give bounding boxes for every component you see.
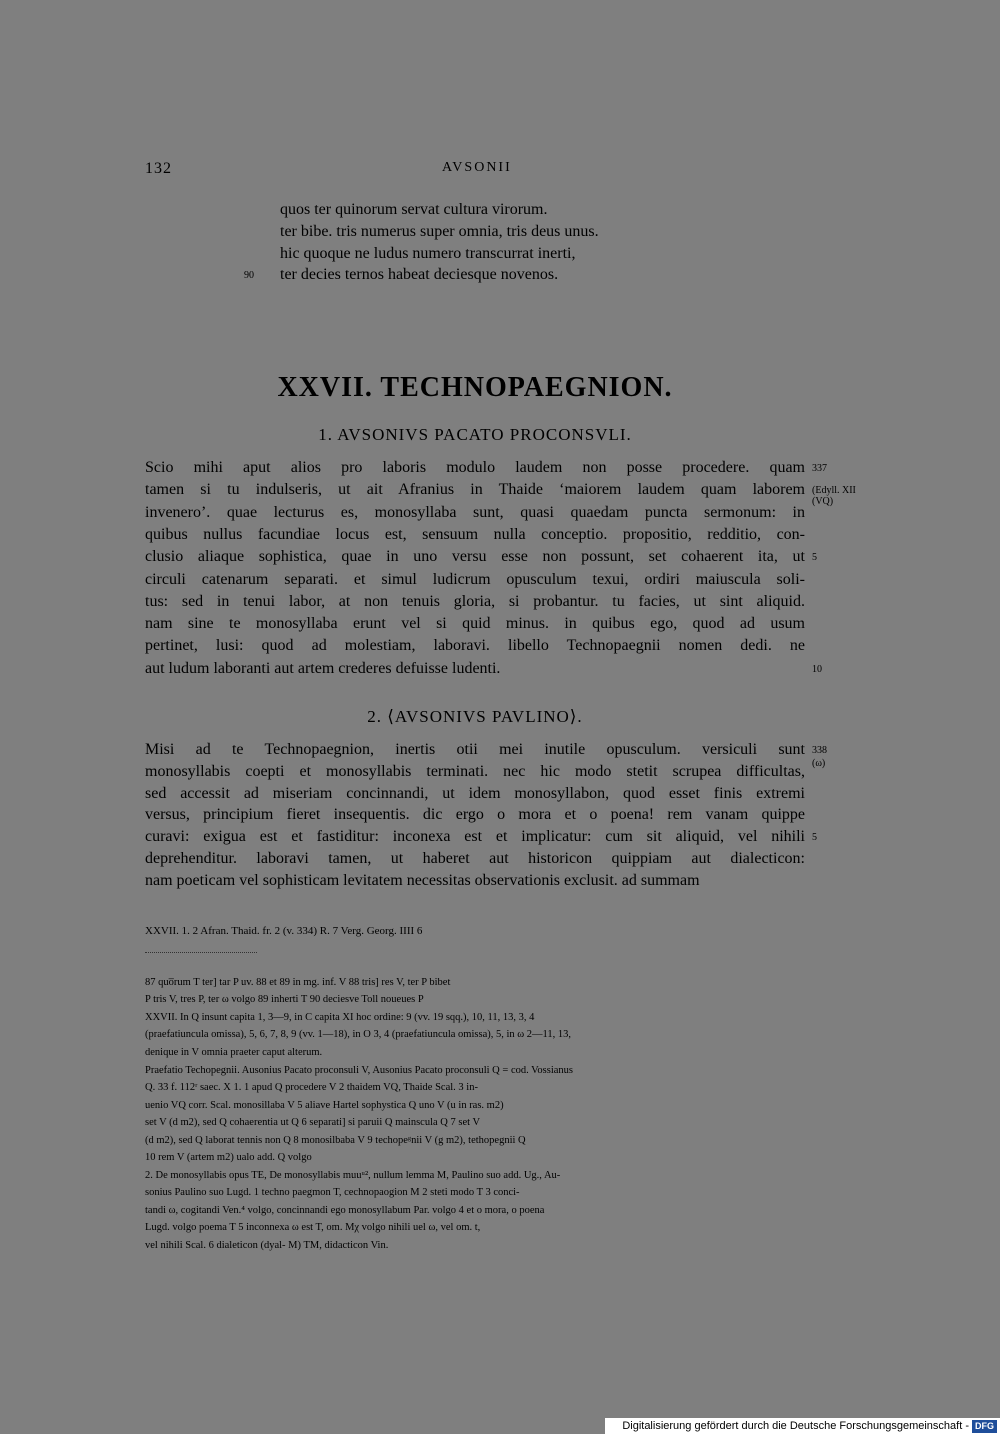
margin-note: (ω)	[812, 758, 826, 770]
prose-line: sed accessit ad miseriam concinnandi, ut idem monosyllabon, quod esset finis extremi	[145, 784, 805, 802]
margin-note: 338	[812, 745, 827, 756]
prose-line: curavi: exigua est et fastiditur: inconexa est et implicatur: cum sit aliquid, vel nihili	[145, 828, 805, 846]
section-title: 1. AVSONIVS PACATO PROCONSVLI.	[318, 425, 632, 444]
verse-line: quos ter quinorum servat cultura virorum.	[280, 201, 548, 218]
prose-line: quibus nullus facundiae locus est, sensuum nulla conceptio. propositio, redditio, con-	[145, 525, 805, 543]
apparatus-line: Q. 33 f. 112ʳ saec. X 1. 1 apud Q procedere V 2 thaidem VQ, Thaide Scal. 3 in-	[145, 1082, 478, 1093]
apparatus-line: 10 rem V (artem m2) ualo add. Q volgo	[145, 1152, 312, 1163]
apparatus-line: vel nihili Scal. 6 dialeticon (dyal- M) TM, didacticon Vin.	[145, 1240, 389, 1251]
dfg-logo: DFG	[972, 1420, 997, 1433]
margin-note: (Edyll. XII	[812, 485, 856, 497]
main-title: XXVII. TECHNOPAEGNION.	[277, 372, 673, 403]
prose-line: nam poeticam vel sophisticam levitatem necessitas observationis exclusit. ad summam	[145, 871, 700, 889]
page-number: 132	[145, 160, 172, 177]
prose-line: circuli catenarum separati. et simul ludicrum opusculum texui, ordiri maiuscula soli-	[145, 570, 805, 588]
apparatus-line: sonius Paulino suo Lugd. 1 techno paegmon T, cechnopaogion M 2 steti modo T 3 conci-	[145, 1187, 520, 1198]
margin-note: 10	[812, 663, 822, 675]
apparatus-line: (praefatiuncula omissa), 5, 6, 7, 8, 9 (vv. 1—18), in O 3, 4 (praefatiuncula omissa), 5, in ω 2—11, 13,	[145, 1029, 572, 1040]
apparatus-line: P tris V, tres P, ter ω volgo 89 inherti T 90 deciesve Toll noueues P	[145, 994, 424, 1005]
apparatus-line: XXVII. In Q insunt capita 1, 3—9, in C capita XI hoc ordine: 9 (vv. 19 sqq.), 10, 11, 13, 3, 4	[145, 1012, 535, 1023]
apparatus-line: Lugd. volgo poema T 5 inconnexa ω est T, om. Mχ volgo nihili uel ω, vel om. t,	[145, 1222, 481, 1233]
verse-number: 90	[244, 270, 254, 281]
prose-line: monosyllabis coepti et monosyllabis terminati. nec hic modo stetit scrupea difficultas,	[145, 762, 805, 780]
apparatus-line: tandi ω, cogitandi Ven.⁴ volgo, concinnandi ego monosyllabum Par. volgo 4 et o mora, o poena	[145, 1205, 545, 1216]
footer-bar	[605, 1418, 1000, 1434]
prose-line: versus, principium fieret insequentis. dic ergo o mora et o poena! rem vanam quippe	[145, 806, 805, 824]
apparatus-line: Praefatio Techopegnii. Ausonius Pacato proconsuli V, Ausonius Pacato proconsuli Q = cod. Vossianus	[145, 1065, 573, 1076]
prose-line: Misi ad te Technopaegnion, inertis otii mei inutile opusculum. versiculi sunt	[145, 741, 805, 758]
prose-line: tamen si tu indulseris, ut ait Afranius in Thaide ‘maiorem laudem quam laborem	[145, 481, 805, 499]
divider	[145, 952, 257, 953]
apparatus-line: uenio VQ corr. Scal. monosillaba V 5 aliave Hartel sophystica Q uno V (u in ras. m2)	[145, 1100, 504, 1111]
apparatus-line: (d m2), sed Q laborat tennis non Q 8 monosilbaba V 9 techopeᵍnii V (g m2), tethopegnii Q	[145, 1135, 526, 1146]
apparatus-line: set V (d m2), sed Q cohaerentia ut Q 6 separati] si paruii Q mainscula Q 7 set V	[145, 1117, 481, 1128]
verse-line: ter decies ternos habeat deciesque novenos.	[280, 266, 559, 283]
section-title: 2. ⟨AVSONIVS PAVLINO⟩.	[367, 707, 583, 726]
margin-note: 337	[812, 463, 827, 474]
prose-line: Scio mihi aput alios pro laboris modulo laudem non posse procedere. quam	[145, 459, 805, 476]
verse-line: ter bibe. tris numerus super omnia, tris deus unus.	[280, 223, 599, 240]
verse-line: hic quoque ne ludus numero transcurrat inerti,	[280, 245, 576, 262]
apparatus-line: 2. De monosyllabis opus TE, De monosyllabis muuᵘ², nullum lemma M, Paulino suo add. Ug., Au-	[145, 1170, 561, 1181]
prose-line: nam sine te monosyllaba erunt vel si quid minus. in quibus ego, quod ad usum	[145, 615, 805, 633]
testimonia: XXVII. 1. 2 Afran. Thaid. fr. 2 (v. 334) R. 7 Verg. Georg. IIII 6	[145, 925, 423, 937]
running-title: AVSONII	[442, 160, 512, 175]
footer-text: Digitalisierung gefördert durch die Deutsche Forschungsgemeinschaft -	[622, 1420, 969, 1432]
prose-line: pertinet, lusi: quod ad molestiam, laboravi. libello Technopaegnii nomen dedi. ne	[145, 637, 805, 655]
margin-note: 5	[812, 552, 817, 564]
prose-line: clusio aliaque sophistica, quae in uno versu esse non possunt, set cohaerent ita, ut	[145, 548, 805, 566]
prose-line: deprehenditur. laboravi tamen, ut haberet aut historicon quippiam aut dialecticon:	[145, 850, 805, 867]
prose-line: aut ludum laboranti aut artem crederes defuisse ludenti.	[145, 659, 501, 677]
apparatus-line: 87 quo̅rum T ter] tar P uv. 88 et 89 in mg. inf. V 88 tris] res V, ter P bibet	[145, 977, 451, 988]
margin-note: (VQ)	[812, 496, 834, 508]
margin-note: 5	[812, 832, 817, 844]
apparatus-line: denique in V omnia praeter caput alterum.	[145, 1047, 323, 1058]
prose-line: invenero’. quae lecturus es, monosyllaba sunt, quasi quaedam puncta sermonum: in	[145, 503, 805, 521]
prose-line: tus: sed in tenui labor, at non tenuis gloria, si probantur. tu facies, ut sint aliquid.	[145, 592, 805, 610]
